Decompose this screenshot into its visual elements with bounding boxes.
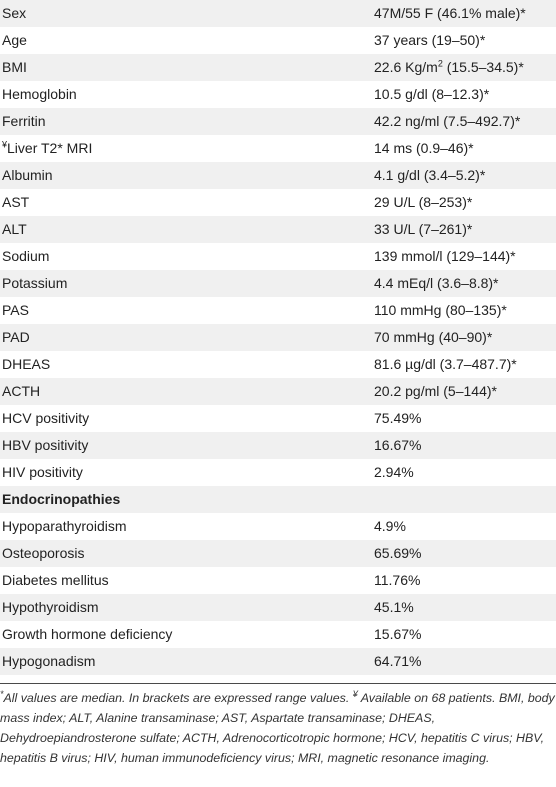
row-label: PAS bbox=[2, 302, 29, 318]
table-row bbox=[0, 189, 556, 216]
table-row bbox=[0, 513, 556, 540]
table-row bbox=[0, 567, 556, 594]
table-row bbox=[0, 378, 556, 405]
table-row bbox=[0, 81, 556, 108]
row-label: ACTH bbox=[2, 383, 41, 399]
table-row bbox=[0, 324, 556, 351]
row-label: Sodium bbox=[2, 248, 50, 264]
row-value: 11.76% bbox=[374, 572, 421, 588]
table-row bbox=[0, 405, 556, 432]
row-label: BMI bbox=[2, 59, 27, 75]
yen-footnote-mark: ¥ bbox=[352, 688, 358, 699]
table-footnote bbox=[0, 683, 556, 768]
row-value: 81.6 µg/dl (3.7–487.7)* bbox=[374, 356, 517, 372]
table-row bbox=[0, 27, 556, 54]
liver-mri-label: Liver T2* MRI bbox=[7, 140, 93, 156]
table-row bbox=[0, 459, 556, 486]
row-label: Potassium bbox=[2, 275, 68, 291]
row-label bbox=[0, 135, 373, 162]
row-value: 29 U/L (8–253)* bbox=[374, 194, 473, 210]
section-title: Endocrinopathies bbox=[2, 491, 121, 507]
row-label: Hypogonadism bbox=[2, 653, 96, 669]
row-value: 33 U/L (7–261)* bbox=[374, 221, 473, 237]
row-label: Hypoparathyroidism bbox=[2, 518, 127, 534]
table-row bbox=[0, 351, 556, 378]
row-label: HCV positivity bbox=[2, 410, 90, 426]
table-row bbox=[0, 621, 556, 648]
section-header-row bbox=[0, 486, 556, 513]
row-value: 4.4 mEq/l (3.6–8.8)* bbox=[374, 275, 499, 291]
row-value: 45.1% bbox=[374, 599, 414, 615]
row-value: 64.71% bbox=[374, 653, 422, 669]
row-value: 42.2 ng/ml (7.5–492.7)* bbox=[374, 113, 521, 129]
row-label: ALT bbox=[2, 221, 27, 237]
yen-footnote-mark: ¥ bbox=[2, 139, 8, 150]
table-row bbox=[0, 594, 556, 621]
row-label: Ferritin bbox=[2, 113, 46, 129]
row-value bbox=[373, 54, 556, 81]
row-label: Albumin bbox=[2, 167, 53, 183]
row-label: Hemoglobin bbox=[2, 86, 77, 102]
table-row bbox=[0, 243, 556, 270]
row-label: DHEAS bbox=[2, 356, 51, 372]
row-value: 10.5 g/dl (8–12.3)* bbox=[374, 86, 490, 102]
table-row bbox=[0, 432, 556, 459]
row-label: AST bbox=[2, 194, 30, 210]
table-row bbox=[0, 0, 556, 27]
row-label: Age bbox=[2, 32, 27, 48]
row-value: 15.67% bbox=[374, 626, 422, 642]
row-value: 2.94% bbox=[374, 464, 414, 480]
table-row bbox=[0, 54, 556, 81]
table-row bbox=[0, 297, 556, 324]
table-row bbox=[0, 135, 556, 162]
row-label: Osteoporosis bbox=[2, 545, 85, 561]
footnote-text-part-2: Available on 68 patients. BMI, body mass index; ALT, Alanine transaminase; AST, Aspartate transaminase; DHEAS, Dehydroepiandrosterone sulfate; ACTH, Adrenocorticotropic hormone; HCV, hepatitis C virus; HBV, hepatitis B virus; HIV, human immunodeficiency virus; MRI, magnetic resonance imaging. bbox=[0, 691, 555, 765]
row-value: 70 mmHg (40–90)* bbox=[374, 329, 493, 345]
star-footnote-mark: * bbox=[0, 688, 4, 699]
row-value: 75.49% bbox=[374, 410, 422, 426]
row-value: 47M/55 F (46.1% male)* bbox=[374, 5, 526, 21]
footnote-text-part-1: All values are median. In brackets are expressed range values. bbox=[3, 691, 353, 705]
row-label: HIV positivity bbox=[2, 464, 83, 480]
row-label: Sex bbox=[2, 5, 27, 21]
row-value: 4.9% bbox=[374, 518, 406, 534]
table-row bbox=[0, 216, 556, 243]
table-row bbox=[0, 162, 556, 189]
table-row bbox=[0, 540, 556, 567]
section-empty-cell bbox=[373, 486, 556, 513]
row-label: Growth hormone deficiency bbox=[2, 626, 173, 642]
table-row bbox=[0, 270, 556, 297]
row-value: 14 ms (0.9–46)* bbox=[374, 140, 474, 156]
row-value: 20.2 pg/ml (5–144)* bbox=[374, 383, 497, 399]
row-value: 4.1 g/dl (3.4–5.2)* bbox=[374, 167, 486, 183]
table-row bbox=[0, 108, 556, 135]
row-label: PAD bbox=[2, 329, 30, 345]
row-label: Diabetes mellitus bbox=[2, 572, 109, 588]
row-label: HBV positivity bbox=[2, 437, 89, 453]
row-value: 37 years (19–50)* bbox=[374, 32, 486, 48]
row-label: Hypothyroidism bbox=[2, 599, 99, 615]
row-value: 65.69% bbox=[374, 545, 422, 561]
bmi-value-range: (15.5–34.5)* bbox=[442, 59, 524, 75]
bmi-value-superscript: 2 bbox=[437, 58, 443, 69]
row-value: 139 mmol/l (129–144)* bbox=[374, 248, 516, 264]
table-row bbox=[0, 648, 556, 675]
bmi-value-main: 22.6 Kg/m bbox=[374, 59, 438, 75]
row-value: 16.67% bbox=[374, 437, 422, 453]
row-value: 110 mmHg (80–135)* bbox=[374, 302, 507, 318]
